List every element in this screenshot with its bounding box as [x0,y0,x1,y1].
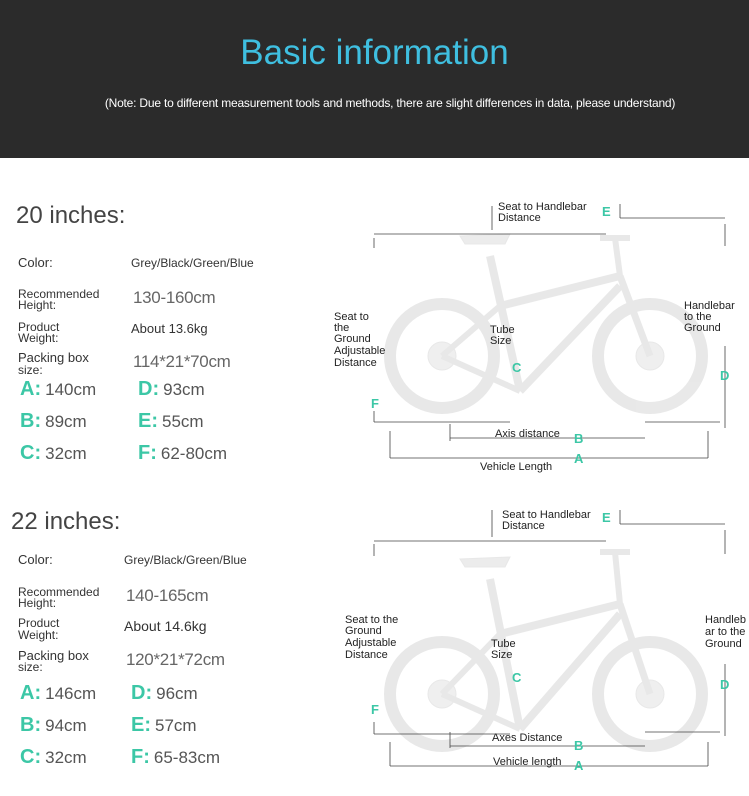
label-handlebar-ground-1: Handlebar [684,300,735,312]
label-seat-ground-3: Adjustable [345,637,397,649]
label-seat-handlebar-2: Distance [498,212,541,224]
measurement-note: (Note: Due to different measurement tools and methods, there are slight differences in data, please understand) [104,96,676,110]
letter-d: D [720,677,730,692]
label-seat-ground-3: Ground [334,333,371,345]
height-label-line2: Height: [18,596,57,610]
spec-section-22in [0,498,749,796]
weight-label-line2: Weight: [18,331,59,345]
letter-e: E [602,204,611,219]
dimension-lines [374,510,725,766]
label-handlebar-ground-2: ar to the [705,626,746,638]
color-label: Color: [18,255,53,270]
letter-d: D [720,368,730,383]
label-vehicle-length: Vehicle Length [480,461,553,473]
height-label-line1: Recommended [18,287,100,301]
letter-e: E [602,510,611,525]
letter-a: A [574,758,584,773]
measure-e: E: 57cm [131,714,197,736]
bike-silhouette [390,234,702,408]
page-title: Basic information [240,33,509,72]
label-tube-2: Size [490,335,512,347]
bike-diagram [330,196,749,476]
label-seat-handlebar-1: Seat to Handlebar [498,201,587,213]
label-seat-ground-4: Distance [345,649,388,661]
measure-c: C: 32cm [20,746,87,768]
label-handlebar-ground-3: Ground [684,322,721,334]
height-label-line1: Recommended [18,585,100,599]
header-banner [0,0,749,158]
letter-c: C [512,670,522,685]
box-value: 114*21*70cm [133,352,231,371]
spec-section-20in [0,158,749,498]
weight-label-line1: Product [18,320,60,334]
label-seat-ground-1: Seat to the [345,614,399,626]
label-handlebar-ground-1: Handleb [705,614,746,626]
label-seat-handlebar-1: Seat to Handlebar [502,509,591,521]
dimension-lines [374,204,725,458]
measure-f: F: 65-83cm [131,746,221,768]
letter-b: B [574,431,584,446]
label-seat-ground-2: the [334,322,350,334]
measure-e: E: 55cm [138,410,204,432]
label-seat-ground-5: Distance [334,357,377,369]
weight-label-line2: Weight: [18,628,59,642]
bike-silhouette [390,552,702,746]
height-value: 140-165cm [126,586,209,605]
label-tube-1: Tube [491,638,516,650]
label-handlebar-ground-2: to the [684,311,712,323]
measure-a: A: 140cm [20,378,97,400]
box-value: 120*21*72cm [126,650,225,669]
box-label-line2: size: [18,363,43,377]
measure-b: B: 89cm [20,410,87,432]
measure-f: F: 62-80cm [138,442,228,464]
label-seat-ground-4: Adjustable [334,345,386,357]
box-label-line2: size: [18,660,43,674]
measure-c: C: 32cm [20,442,87,464]
measure-a: A: 146cm [20,682,97,704]
label-handlebar-ground-3: Ground [705,638,742,650]
letter-f: F [371,702,379,717]
section-title: 22 inches: [11,508,121,535]
color-value: Grey/Black/Green/Blue [124,553,247,567]
bike-diagram [330,504,749,784]
label-axes-distance: Axes Distance [492,732,563,744]
label-seat-handlebar-2: Distance [502,520,545,532]
color-label: Color: [18,552,53,567]
label-seat-ground-2: Ground [345,625,382,637]
label-vehicle-length: Vehicle length [493,756,562,768]
letter-b: B [574,738,584,753]
height-value: 130-160cm [133,288,216,307]
measure-b: B: 94cm [20,714,87,736]
height-label-line2: Height: [18,298,57,312]
weight-label-line1: Product [18,616,60,630]
color-value: Grey/Black/Green/Blue [131,256,254,270]
measure-d: D: 93cm [138,378,205,400]
letter-f: F [371,396,379,411]
box-label-line1: Packing box [18,350,89,365]
label-tube-1: Tube [490,324,515,336]
letter-a: A [574,451,584,466]
box-label-line1: Packing box [18,648,89,663]
letter-c: C [512,360,522,375]
label-axis-distance: Axis distance [495,428,560,440]
weight-value: About 13.6kg [131,321,208,336]
label-tube-2: Size [491,649,513,661]
section-title: 20 inches: [16,202,126,229]
label-seat-ground-1: Seat to [334,311,369,323]
measure-d: D: 96cm [131,682,198,704]
weight-value: About 14.6kg [124,618,207,634]
